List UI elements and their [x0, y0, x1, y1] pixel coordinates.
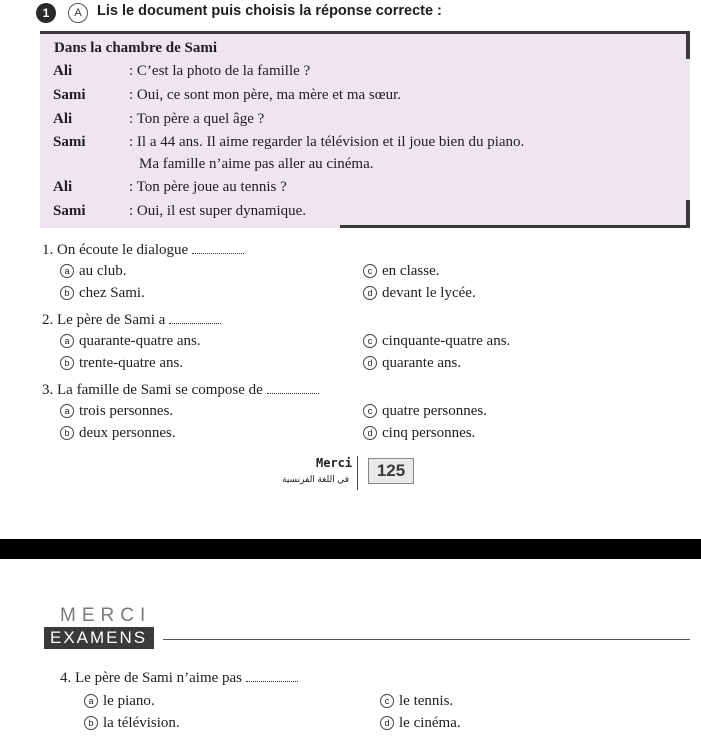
- dialogue-line: : Oui, il est super dynamique.: [129, 203, 307, 219]
- question-number: 2.: [42, 312, 54, 328]
- option-text: devant le lycée.: [382, 285, 476, 301]
- question-number: 4.: [60, 670, 72, 686]
- option-text: le piano.: [103, 693, 155, 709]
- option-text: quarante ans.: [382, 355, 462, 371]
- instruction-text: Lis le document puis choisis la réponse correcte :: [97, 3, 442, 19]
- answer-blank: [169, 312, 221, 324]
- dialogue-line: : Ton père a quel âge ?: [129, 111, 265, 127]
- dialogue-line: : Oui, ce sont mon père, ma mère et ma sœur.: [129, 87, 402, 103]
- option-letter-icon: c: [363, 264, 377, 278]
- dialogue-box-bottom-border: [340, 225, 690, 228]
- option-text: quatre personnes.: [382, 403, 487, 419]
- option-letter-icon: b: [84, 716, 98, 730]
- brand-logo-text: Merci: [316, 456, 353, 470]
- option-4d[interactable]: [380, 715, 461, 732]
- option-letter-icon: d: [363, 426, 377, 440]
- dialogue-box-corner: [686, 200, 690, 228]
- option-letter-icon: b: [60, 286, 74, 300]
- option-text: le tennis.: [399, 693, 454, 709]
- option-text: cinquante-quatre ans.: [382, 333, 511, 349]
- question-number: 1.: [42, 242, 54, 258]
- header-rule: [163, 639, 690, 640]
- question-4: [60, 670, 298, 687]
- option-4b[interactable]: [84, 715, 180, 732]
- dialogue-speaker: Ali: [53, 63, 73, 79]
- question-number: 3.: [42, 382, 54, 398]
- dialogue-line: : Ton père joue au tennis ?: [129, 179, 287, 195]
- exercise-number-badge: 1: [36, 3, 56, 23]
- option-4c[interactable]: [380, 693, 453, 710]
- option-letter-icon: a: [60, 264, 74, 278]
- option-3d[interactable]: [363, 425, 475, 442]
- answer-blank: [267, 382, 319, 394]
- option-text: en classe.: [382, 263, 440, 279]
- option-text: au club.: [79, 263, 127, 279]
- question-text: Le père de Sami a: [57, 312, 166, 328]
- option-3c[interactable]: [363, 403, 487, 420]
- brand-header: MERCI: [60, 605, 152, 626]
- answer-blank: [246, 670, 298, 682]
- dialogue-box-corner: [686, 31, 690, 59]
- option-1d[interactable]: [363, 285, 476, 302]
- option-letter-icon: b: [60, 356, 74, 370]
- dialogue-speaker: Sami: [53, 134, 86, 150]
- question-2: [42, 312, 221, 329]
- question-text: On écoute le dialogue: [57, 242, 189, 258]
- option-text: chez Sami.: [79, 285, 145, 301]
- option-4a[interactable]: [84, 693, 155, 710]
- option-letter-icon: b: [60, 426, 74, 440]
- option-text: le cinéma.: [399, 715, 461, 731]
- question-text: Le père de Sami n’aime pas: [75, 670, 243, 686]
- option-letter-icon: a: [60, 404, 74, 418]
- option-letter-icon: d: [380, 716, 394, 730]
- option-letter-icon: c: [363, 334, 377, 348]
- dialogue-line: : C’est la photo de la famille ?: [129, 63, 311, 79]
- question-3: [42, 382, 319, 399]
- option-letter-icon: a: [60, 334, 74, 348]
- option-3b[interactable]: [60, 425, 176, 442]
- question-text: La famille de Sami se compose de: [57, 382, 263, 398]
- option-1b[interactable]: [60, 285, 145, 302]
- option-text: la télévision.: [103, 715, 180, 731]
- option-1a[interactable]: [60, 263, 126, 280]
- option-text: cinq personnes.: [382, 425, 476, 441]
- answer-blank: [192, 242, 244, 254]
- brand-subtitle: في اللغة الفرنسية: [282, 474, 350, 484]
- option-1c[interactable]: [363, 263, 439, 280]
- dialogue-speaker: Ali: [53, 111, 73, 127]
- option-text: quarante-quatre ans.: [79, 333, 201, 349]
- option-3a[interactable]: [60, 403, 173, 420]
- section-letter-icon: A: [68, 3, 88, 23]
- dialogue-box-top-border: [40, 31, 690, 34]
- option-text: trois personnes.: [79, 403, 174, 419]
- page-number: 125: [368, 458, 414, 484]
- dialogue-line: Ma famille n’aime pas aller au cinéma.: [139, 156, 374, 172]
- option-letter-icon: a: [84, 694, 98, 708]
- option-text: deux personnes.: [79, 425, 176, 441]
- option-letter-icon: c: [380, 694, 394, 708]
- option-letter-icon: d: [363, 356, 377, 370]
- option-2c[interactable]: [363, 333, 510, 350]
- dialogue-speaker: Sami: [53, 87, 86, 103]
- dialogue-speaker: Sami: [53, 203, 86, 219]
- dialogue-title: Dans la chambre de Sami: [54, 40, 218, 56]
- option-text: trente-quatre ans.: [79, 355, 184, 371]
- option-2a[interactable]: [60, 333, 201, 350]
- footer-divider: [357, 456, 358, 490]
- page-separator: [0, 539, 701, 559]
- option-letter-icon: c: [363, 404, 377, 418]
- dialogue-line: : Il a 44 ans. Il aime regarder la télévision et il joue bien du piano.: [129, 134, 525, 150]
- option-2b[interactable]: [60, 355, 183, 372]
- question-1: [42, 242, 244, 259]
- section-banner: EXAMENS: [44, 627, 154, 649]
- option-letter-icon: d: [363, 286, 377, 300]
- dialogue-speaker: Ali: [53, 179, 73, 195]
- option-2d[interactable]: [363, 355, 461, 372]
